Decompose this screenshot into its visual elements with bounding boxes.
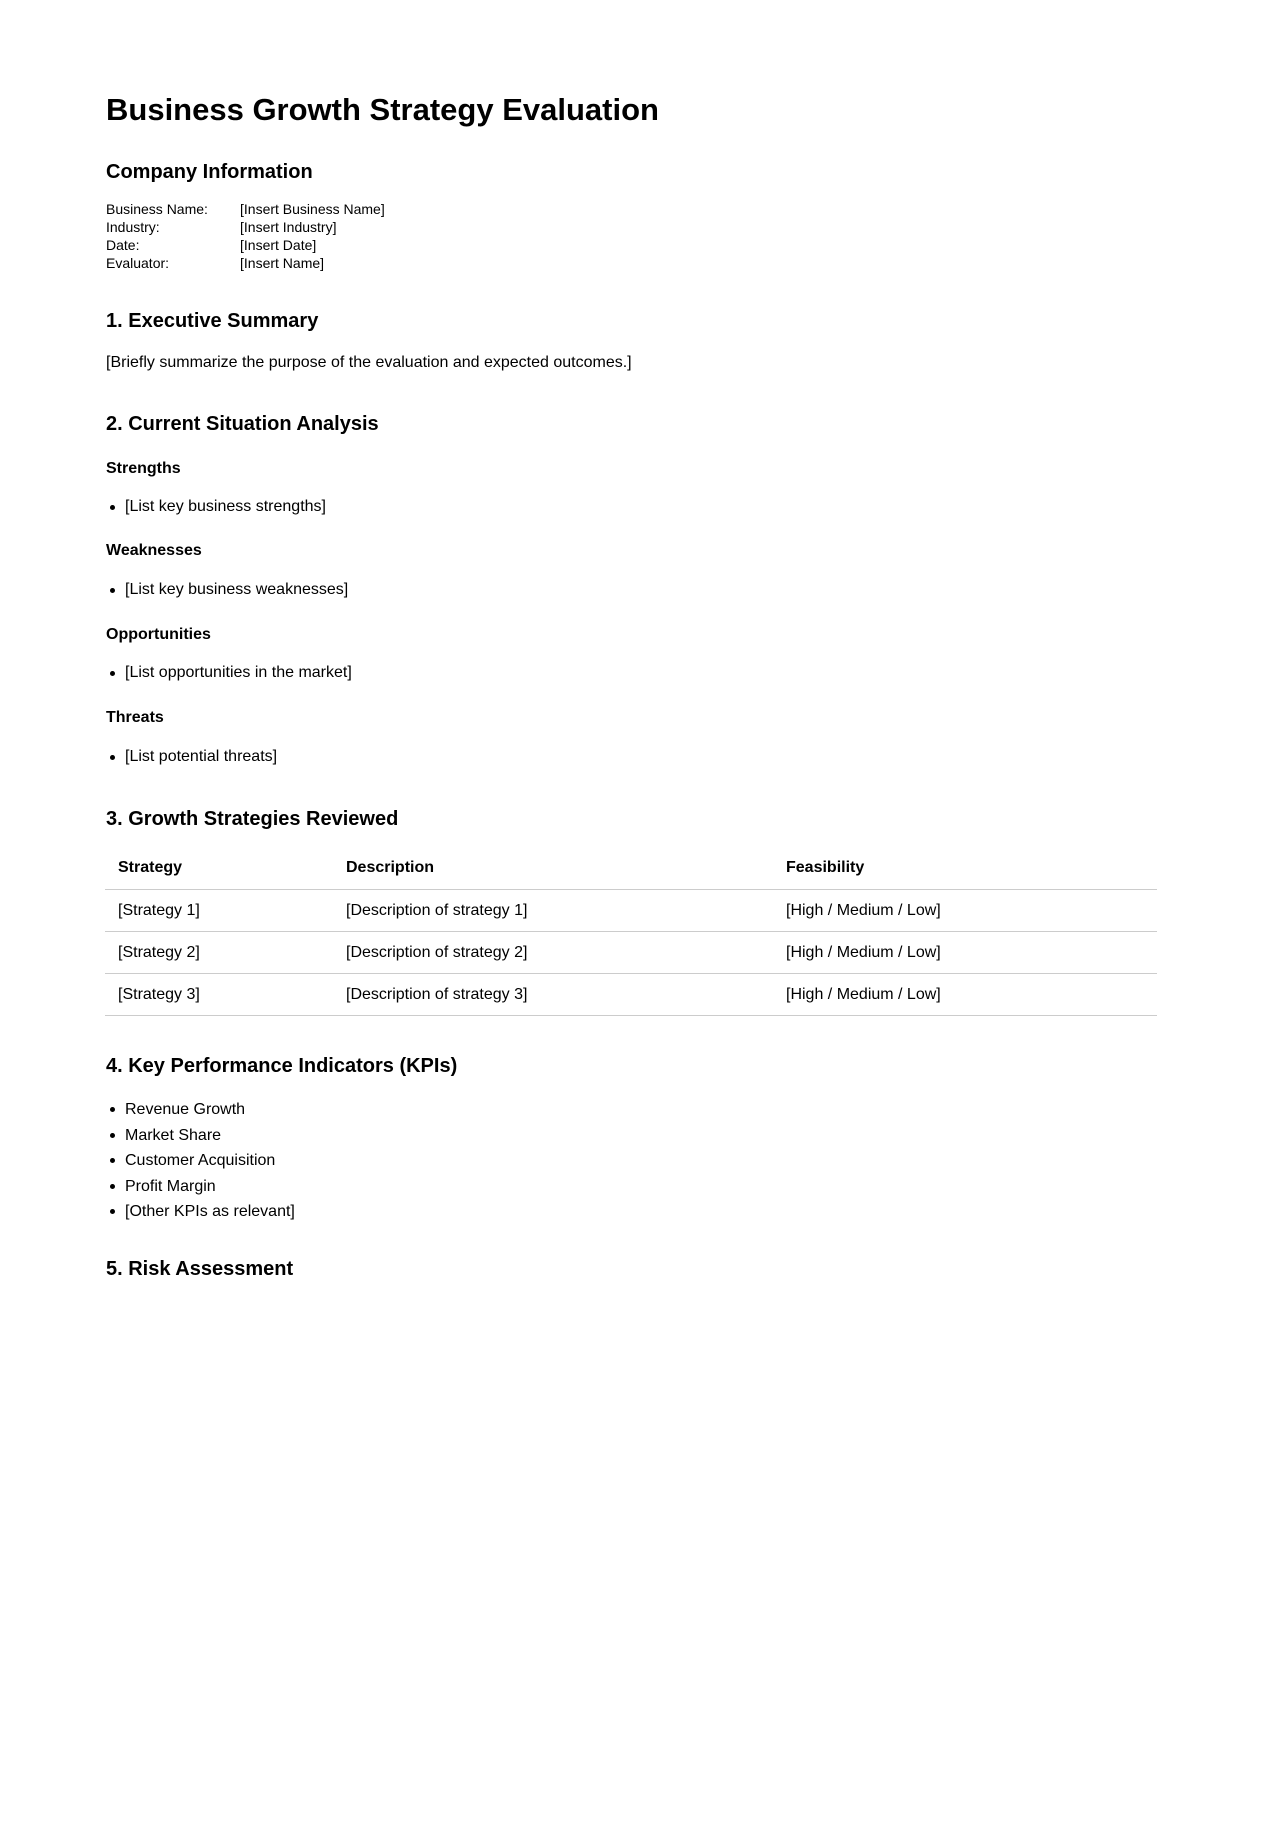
list-item bbox=[106, 663, 352, 683]
column-header-description: Description bbox=[333, 846, 773, 890]
list-item-text: [List key business strengths] bbox=[125, 498, 326, 515]
bullet-icon bbox=[110, 1158, 115, 1163]
cell-strategy: [Strategy 2] bbox=[105, 932, 333, 974]
weaknesses-list bbox=[106, 580, 348, 600]
info-value: [Insert Date] bbox=[240, 237, 317, 253]
cell-description: [Description of strategy 1] bbox=[333, 890, 773, 932]
strengths-heading: Strengths bbox=[106, 460, 181, 477]
list-item bbox=[106, 580, 348, 600]
bullet-icon bbox=[110, 671, 115, 676]
bullet-icon bbox=[110, 1107, 115, 1112]
cell-feasibility: [High / Medium / Low] bbox=[773, 890, 1157, 932]
weaknesses-heading: Weaknesses bbox=[106, 542, 202, 559]
list-item-text: Market Share bbox=[125, 1126, 222, 1144]
list-item-text: Revenue Growth bbox=[125, 1101, 246, 1118]
bullet-icon bbox=[110, 755, 115, 760]
cell-description: [Description of strategy 3] bbox=[333, 974, 773, 1016]
document-title: Business Growth Strategy Evaluation bbox=[106, 92, 659, 127]
list-item bbox=[106, 1199, 295, 1225]
info-row-date bbox=[106, 236, 706, 254]
bullet-icon bbox=[110, 588, 115, 593]
table-row bbox=[105, 932, 1157, 974]
situation-analysis-heading: 2. Current Situation Analysis bbox=[106, 413, 379, 435]
info-label: Industry: bbox=[106, 219, 160, 235]
kpis-list bbox=[106, 1097, 295, 1225]
info-row-industry bbox=[106, 218, 706, 236]
info-label: Business Name: bbox=[106, 201, 208, 217]
company-info-heading: Company Information bbox=[106, 161, 313, 183]
cell-feasibility: [High / Medium / Low] bbox=[773, 974, 1157, 1016]
strengths-list bbox=[106, 497, 326, 517]
list-item-text: [List potential threats] bbox=[125, 748, 278, 765]
table-row bbox=[105, 974, 1157, 1016]
executive-summary-heading: 1. Executive Summary bbox=[106, 310, 319, 332]
opportunities-heading: Opportunities bbox=[106, 626, 211, 643]
bullet-icon bbox=[110, 1184, 115, 1189]
growth-strategies-heading: 3. Growth Strategies Reviewed bbox=[106, 808, 399, 830]
cell-strategy: [Strategy 3] bbox=[105, 974, 333, 1016]
list-item bbox=[106, 497, 326, 517]
column-header-feasibility: Feasibility bbox=[773, 846, 1157, 890]
bullet-icon bbox=[110, 505, 115, 510]
bullet-icon bbox=[110, 1133, 115, 1138]
executive-summary-text: [Briefly summarize the purpose of the evaluation and expected outcomes.] bbox=[106, 354, 632, 371]
info-row-business-name bbox=[106, 200, 706, 218]
strategies-table-wrapper bbox=[105, 846, 1157, 1016]
column-header-strategy: Strategy bbox=[105, 846, 333, 890]
cell-strategy: [Strategy 1] bbox=[105, 890, 333, 932]
list-item-text: [List opportunities in the market] bbox=[125, 664, 352, 681]
cell-description: [Description of strategy 2] bbox=[333, 932, 773, 974]
list-item bbox=[106, 1097, 295, 1123]
list-item bbox=[106, 1174, 295, 1200]
info-label: Evaluator: bbox=[106, 255, 170, 271]
threats-heading: Threats bbox=[106, 709, 164, 726]
list-item-text: [Other KPIs as relevant] bbox=[125, 1203, 295, 1220]
list-item bbox=[106, 1123, 295, 1149]
info-value: [Insert Name] bbox=[240, 255, 325, 271]
company-info-fields bbox=[106, 200, 706, 272]
risk-assessment-heading: 5. Risk Assessment bbox=[106, 1258, 294, 1280]
table-header-row bbox=[105, 846, 1157, 890]
info-row-evaluator bbox=[106, 254, 706, 272]
kpis-heading: 4. Key Performance Indicators (KPIs) bbox=[106, 1055, 458, 1077]
table-row bbox=[105, 890, 1157, 932]
opportunities-list bbox=[106, 663, 352, 683]
info-label: Date: bbox=[106, 237, 140, 253]
list-item-text: [List key business weaknesses] bbox=[125, 581, 349, 598]
cell-feasibility: [High / Medium / Low] bbox=[773, 932, 1157, 974]
list-item bbox=[106, 1148, 295, 1174]
list-item-text: Profit Margin bbox=[125, 1177, 216, 1195]
threats-list bbox=[106, 747, 277, 767]
list-item-text: Customer Acquisition bbox=[125, 1152, 276, 1169]
bullet-icon bbox=[110, 1209, 115, 1214]
strategies-table bbox=[105, 846, 1157, 1016]
info-value: [Insert Industry] bbox=[240, 219, 337, 235]
info-value: [Insert Business Name] bbox=[240, 201, 385, 217]
list-item bbox=[106, 747, 277, 767]
